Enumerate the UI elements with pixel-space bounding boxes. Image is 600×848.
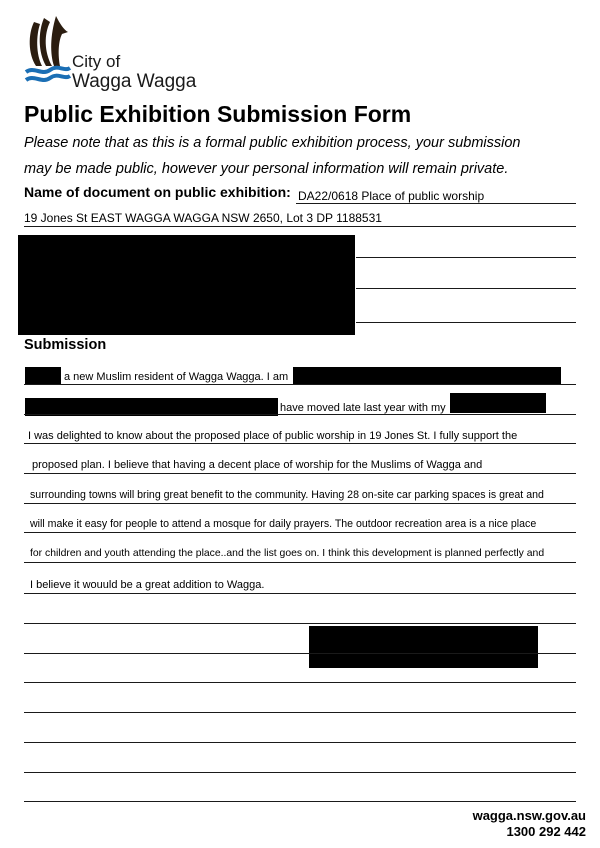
submission-heading: Submission (24, 337, 107, 353)
city-logo-icon (24, 14, 72, 86)
submission-line-6: will make it easy for people to attend a mosque for daily prayers. The outdoor recreation area is a nice place (30, 518, 537, 530)
details-line-3 (356, 322, 576, 323)
submission-line-3: I was delighted to know about the proposed place of public worship in 19 Jones St. I fully support the (28, 430, 518, 442)
document-name-underline (296, 203, 576, 204)
logo-wave-2 (26, 76, 70, 80)
form-title: Public Exhibition Submission Form (24, 101, 412, 127)
logo-text-wagga-wagga: Wagga Wagga (72, 71, 197, 92)
document-name-value: DA22/0618 Place of public worship (298, 189, 485, 203)
redacted-text-1 (293, 367, 561, 385)
blank-rule-5 (24, 742, 576, 743)
redacted-text-3 (450, 393, 546, 413)
blank-rule-2 (24, 653, 576, 654)
logo-wave-1 (26, 68, 70, 72)
footer-website: wagga.nsw.gov.au (472, 808, 586, 823)
privacy-note-line-1: Please note that as this is a formal public exhibition process, your submission (24, 135, 521, 151)
submission-rule-1 (24, 384, 576, 385)
document-name-label: Name of document on public exhibition: (24, 184, 291, 200)
submission-line-2-text: have moved late last year with my (280, 402, 446, 414)
submission-line-1-text: a new Muslim resident of Wagga Wagga. I am (64, 371, 289, 383)
submission-line-7: for children and youth attending the place..and the list goes on. I think this development is planned perfectly and (30, 548, 545, 559)
logo-text-city-of: City of (72, 52, 121, 71)
submission-rule-4 (24, 473, 576, 474)
blank-rule-7 (24, 801, 576, 802)
details-line-1 (356, 257, 576, 258)
submission-rule-2 (24, 414, 576, 415)
submission-line-8: I believe it wouuld be a great addition to Wagga. (30, 579, 265, 591)
submission-line-5: surrounding towns will bring great benefit to the community. Having 28 on-site car parking spaces is great and (30, 489, 544, 501)
footer-phone: 1300 292 442 (506, 824, 586, 839)
redacted-personal-details (18, 235, 355, 335)
submission-rule-5 (24, 503, 576, 504)
submission-rule-6 (24, 532, 576, 533)
blank-rule-3 (24, 682, 576, 683)
redacted-signature (309, 626, 538, 668)
submission-line-4: proposed plan. I believe that having a decent place of worship for the Muslims of Wagga and (32, 459, 483, 471)
document-address: 19 Jones St EAST WAGGA WAGGA NSW 2650, Lot 3 DP 1188531 (24, 211, 382, 225)
blank-rule-4 (24, 712, 576, 713)
privacy-note-line-2: may be made public, however your personal information will remain private. (24, 161, 509, 177)
submission-rule-3 (24, 443, 576, 444)
submission-rule-7 (24, 562, 576, 563)
details-line-2 (356, 288, 576, 289)
address-underline (24, 226, 576, 227)
blank-rule-1 (24, 623, 576, 624)
redacted-name-1 (25, 367, 61, 385)
submission-rule-8 (24, 593, 576, 594)
logo-bird-body-mid (40, 18, 52, 66)
logo-bird-head (51, 16, 68, 66)
blank-rule-6 (24, 772, 576, 773)
